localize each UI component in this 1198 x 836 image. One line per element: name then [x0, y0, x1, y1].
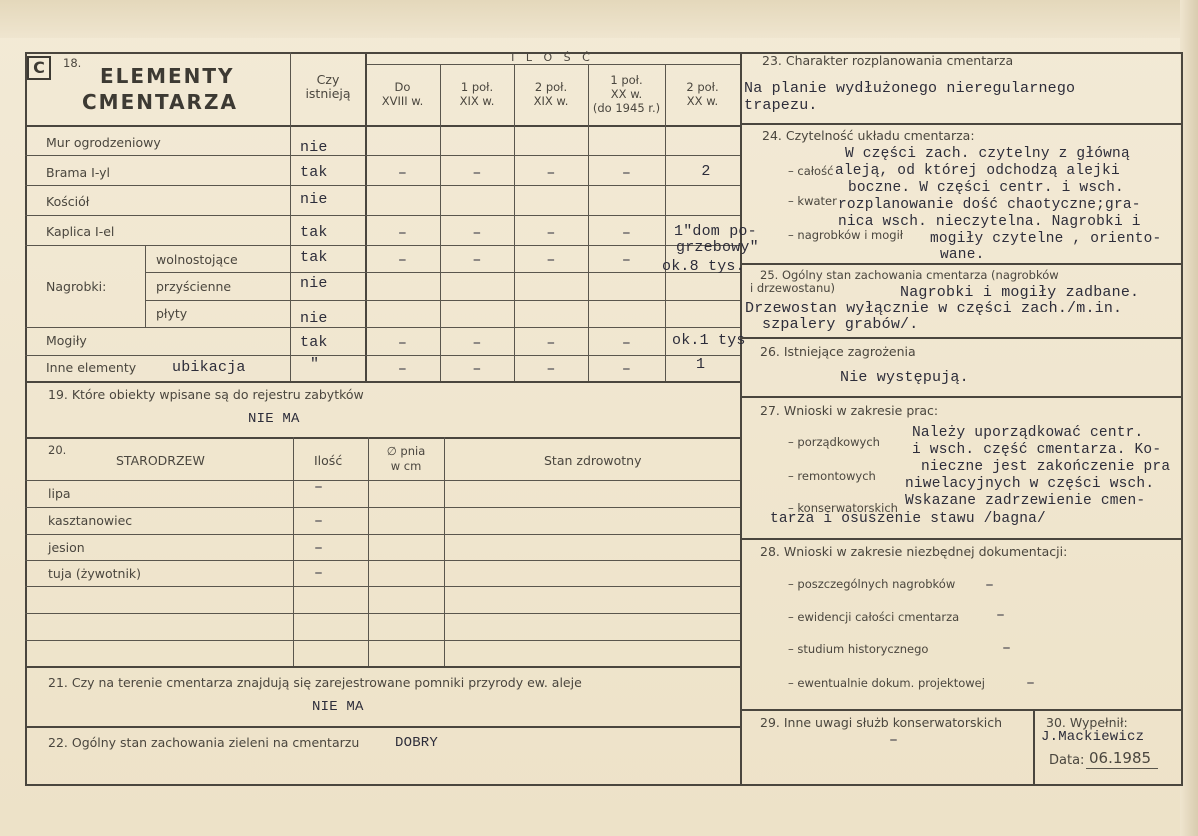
row-label-brama: Brama I-yl	[46, 165, 111, 180]
s20-col-pnia-line1: ∅ pnia	[386, 444, 426, 458]
s24-line: wane.	[940, 247, 985, 263]
s24-sub-kwater: – kwater	[788, 194, 837, 208]
s24-sub-nagrobkow: – nagrobków i mogił	[788, 228, 904, 242]
czy-kosciol: nie	[300, 191, 328, 208]
row-label-kosciol: Kościół	[46, 194, 90, 209]
s25-line: Nagrobki i mogiły zadbane.	[900, 284, 1140, 301]
s24-label: 24. Czytelność układu cmentarza:	[762, 128, 975, 143]
col-czy-line1: Czy	[316, 72, 340, 87]
row-label-kaplica: Kaplica I-el	[46, 224, 115, 239]
paper-edge	[0, 0, 1198, 38]
s24-line: W części zach. czytelny z główną	[845, 146, 1130, 162]
s20-col-pnia-line2: w cm	[390, 459, 422, 473]
s30-name: J.Mackiewicz	[1041, 729, 1145, 745]
period-4-line3: (do 1945 r.)	[592, 101, 661, 115]
s24-line: boczne. W części centr. i wsch.	[848, 180, 1124, 196]
s20-row-line	[25, 586, 740, 587]
s26-bottom	[740, 396, 1183, 398]
kaplica-d1: –	[397, 225, 408, 242]
mogily-d5: ok.1 tys	[672, 332, 746, 349]
period-2-line2: XIX w.	[459, 94, 495, 108]
s18-row-line	[25, 355, 740, 356]
s23-label: 23. Charakter rozplanowania cmentarza	[762, 53, 1014, 68]
s26-label: 26. Istniejące zagrożenia	[760, 344, 916, 359]
czy-przysc: nie	[300, 275, 328, 292]
s24-line: rozplanowanie dość chaotyczne;gra-	[838, 197, 1141, 213]
mogily-d1: –	[397, 335, 408, 352]
s18-row-line	[25, 215, 740, 216]
s27-sub-porzadkowych: – porządkowych	[788, 435, 880, 449]
s26-value: Nie występują.	[840, 369, 969, 386]
czy-wolno: tak	[300, 249, 328, 266]
kaplica-d4: –	[621, 225, 632, 242]
s18-col-line	[440, 64, 441, 382]
czy-kaplica: tak	[300, 224, 328, 241]
s28-item-value: –	[996, 607, 1006, 624]
s21-label: 21. Czy na terenie cmentarza znajdują się zarejestrowane pomniki przyrody ew. aleje	[48, 675, 582, 690]
inne-d2: –	[472, 361, 482, 378]
s30-date-label: Data:	[1049, 753, 1085, 768]
s27-sub-konserwatorskich: – konserwatorskich	[788, 501, 898, 515]
period-3-line2: XIX w.	[533, 94, 569, 108]
row-label-mogily: Mogiły	[46, 333, 87, 348]
s18-row-line	[145, 300, 740, 301]
s18-col-line	[514, 64, 515, 382]
s27-label: 27. Wnioski w zakresie prac:	[760, 403, 939, 418]
s20-col-stan: Stan zdrowotny	[544, 453, 642, 468]
s20-col-line	[293, 437, 294, 666]
czy-mur: nie	[300, 139, 328, 156]
czy-plyty: nie	[300, 310, 328, 327]
wolno-d5: ok.8 tys.	[662, 258, 745, 275]
s18-col-line	[290, 52, 291, 382]
s28-item-value: –	[985, 577, 995, 594]
tree-ilosc: –	[314, 479, 324, 496]
czy-inne: "	[310, 356, 320, 373]
row-inne-extra: ubikacja	[172, 359, 246, 376]
s18-title-line1: ELEMENTY	[100, 64, 235, 88]
period-5-line2: XX w.	[686, 94, 719, 108]
section-letter-box: C	[27, 56, 51, 80]
s25-label-line2: i drzewostanu)	[750, 281, 836, 295]
mogily-d2: –	[472, 335, 482, 352]
period-1-line2: XVIII w.	[381, 94, 424, 108]
s29-s30-divider	[1033, 709, 1035, 786]
inne-d3: –	[546, 361, 556, 378]
kaplica-d5-line1: 1"dom po-	[674, 223, 757, 240]
period-2-line1: 1 poł.	[460, 80, 494, 94]
ilosc-header: I L O Ś Ć	[511, 51, 594, 64]
s20-row-line	[25, 534, 740, 535]
s24-line: aleją, od której odchodzą alejki	[835, 163, 1120, 179]
s20-title: STARODRZEW	[116, 453, 205, 468]
kaplica-d2: –	[472, 225, 482, 242]
brama-d4: –	[621, 165, 632, 182]
brama-d5: 2	[701, 163, 711, 180]
s24-line: mogiły czytelne , oriento-	[930, 231, 1162, 247]
wolno-d2: –	[472, 252, 482, 269]
column-divider	[740, 52, 742, 786]
wolno-d1: –	[397, 252, 408, 269]
inne-d5: 1	[696, 356, 706, 373]
s20-col-ilosc: Ilość	[314, 453, 343, 468]
tree-ilosc: –	[314, 540, 324, 557]
s25-bottom	[740, 337, 1183, 339]
s18-nagrobki-divider	[145, 245, 146, 327]
s20-col-line	[368, 437, 369, 666]
s20-number: 20.	[48, 443, 67, 457]
row-label-mur: Mur ogrodzeniowy	[46, 135, 161, 150]
row-label-nagrobki: Nagrobki:	[46, 279, 107, 294]
s24-line: nica wsch. nieczytelna. Nagrobki i	[838, 214, 1141, 230]
s27-line: tarza i osuszenie stawu /bagna/	[770, 511, 1046, 527]
period-5-line1: 2 poł.	[686, 80, 719, 94]
s20-row-line	[25, 507, 740, 508]
s19-bottom	[25, 437, 740, 439]
tree-name: kasztanowiec	[48, 513, 133, 528]
tree-ilosc: –	[314, 565, 324, 582]
s25-label-line1: 25. Ogólny stan zachowania cmentarza (nagrobków	[760, 268, 1059, 282]
s20-col-line	[444, 437, 445, 666]
s30-date-underline	[1086, 768, 1158, 769]
s28-item-label: – studium historycznego	[788, 642, 929, 656]
s28-item-value: –	[1026, 675, 1036, 692]
period-4-line1: 1 poł.	[610, 73, 643, 87]
s20-bottom	[25, 666, 740, 668]
s20-row-line	[25, 560, 740, 561]
s18-title-line2: CMENTARZA	[82, 90, 238, 114]
tree-name: lipa	[48, 486, 71, 501]
s21-bottom	[25, 726, 740, 728]
tree-ilosc: –	[314, 513, 324, 530]
s18-header-bottom	[25, 125, 740, 127]
row-label-plyty: płyty	[156, 306, 188, 321]
inne-d4: –	[621, 361, 632, 378]
s18-bottom	[25, 381, 740, 383]
s24-sub-calosc: – całość	[788, 164, 834, 178]
brama-d2: –	[472, 165, 482, 182]
wolno-d3: –	[546, 252, 556, 269]
brama-d1: –	[397, 165, 408, 182]
s27-line: Wskazane zadrzewienie cmen-	[905, 493, 1146, 509]
s23-line: trapezu.	[744, 97, 818, 114]
s23-line: Na planie wydłużonego nieregularnego	[744, 80, 1076, 97]
s29-value: –	[889, 732, 899, 749]
s30-date: 06.1985	[1089, 749, 1152, 767]
period-1-line1: Do	[394, 80, 411, 94]
s23-bottom	[740, 123, 1183, 125]
s18-row-line	[145, 272, 740, 273]
mogily-d3: –	[546, 335, 556, 352]
wolno-d4: –	[621, 252, 632, 269]
s28-label: 28. Wnioski w zakresie niezbędnej dokumentacji:	[760, 544, 1068, 559]
s18-row-line	[25, 155, 740, 156]
inne-d1: –	[397, 361, 408, 378]
tree-name: tuja (żywotnik)	[48, 566, 142, 581]
s28-item-value: –	[1002, 640, 1012, 657]
s25-line: Drzewostan wyłącznie w części zach./m.in.	[745, 300, 1123, 317]
s28-bottom	[740, 709, 1183, 711]
s27-bottom	[740, 538, 1183, 540]
s20-row-line	[25, 480, 740, 481]
s29-label: 29. Inne uwagi służb konserwatorskich	[760, 715, 1002, 730]
s18-number: 18.	[63, 56, 82, 70]
kaplica-d5-line2: grzebowy"	[676, 239, 759, 256]
s18-col-line	[665, 64, 666, 382]
czy-brama: tak	[300, 164, 328, 181]
s19-value: NIE MA	[248, 411, 300, 427]
tree-name: jesion	[48, 540, 85, 555]
row-label-przysc: przyścienne	[156, 279, 232, 294]
s30-label: 30. Wypełnił:	[1046, 715, 1128, 730]
s25-line: szpalery grabów/.	[762, 316, 919, 333]
czy-mogily: tak	[300, 334, 328, 351]
mogily-d4: –	[621, 335, 632, 352]
row-label-wolno: wolnostojące	[156, 252, 238, 267]
s28-item-label: – ewentualnie dokum. projektowej	[788, 676, 985, 690]
s28-item-label: – poszczególnych nagrobków	[788, 577, 956, 591]
s27-sub-remontowych: – remontowych	[788, 469, 876, 483]
col-czy-line2: istnieją	[305, 86, 351, 101]
s18-row-line	[25, 185, 740, 186]
period-3-line1: 2 poł.	[534, 80, 568, 94]
s28-item-label: – ewidencji całości cmentarza	[788, 610, 960, 624]
s20-row-line	[25, 640, 740, 641]
s18-row-line	[25, 245, 740, 246]
s21-value: NIE MA	[312, 699, 364, 715]
period-4-line2: XX w.	[610, 87, 643, 101]
s27-line: i wsch. część cmentarza. Ko-	[912, 442, 1162, 458]
ilosc-underline	[365, 64, 740, 65]
s19-label: 19. Które obiekty wpisane są do rejestru zabytków	[48, 387, 364, 402]
s27-line: niwelacyjnych w części wsch.	[905, 476, 1155, 492]
s22-label: 22. Ogólny stan zachowania zieleni na cmentarzu	[48, 735, 360, 750]
s24-bottom	[740, 263, 1183, 265]
row-label-inne: Inne elementy	[46, 360, 137, 375]
s27-line: nieczne jest zakończenie pra	[921, 459, 1171, 475]
s22-value: DOBRY	[395, 735, 439, 751]
kaplica-d3: –	[546, 225, 556, 242]
brama-d3: –	[546, 165, 556, 182]
s18-row-line	[25, 327, 740, 328]
s20-row-line	[25, 613, 740, 614]
s27-line: Należy uporządkować centr.	[912, 425, 1144, 441]
